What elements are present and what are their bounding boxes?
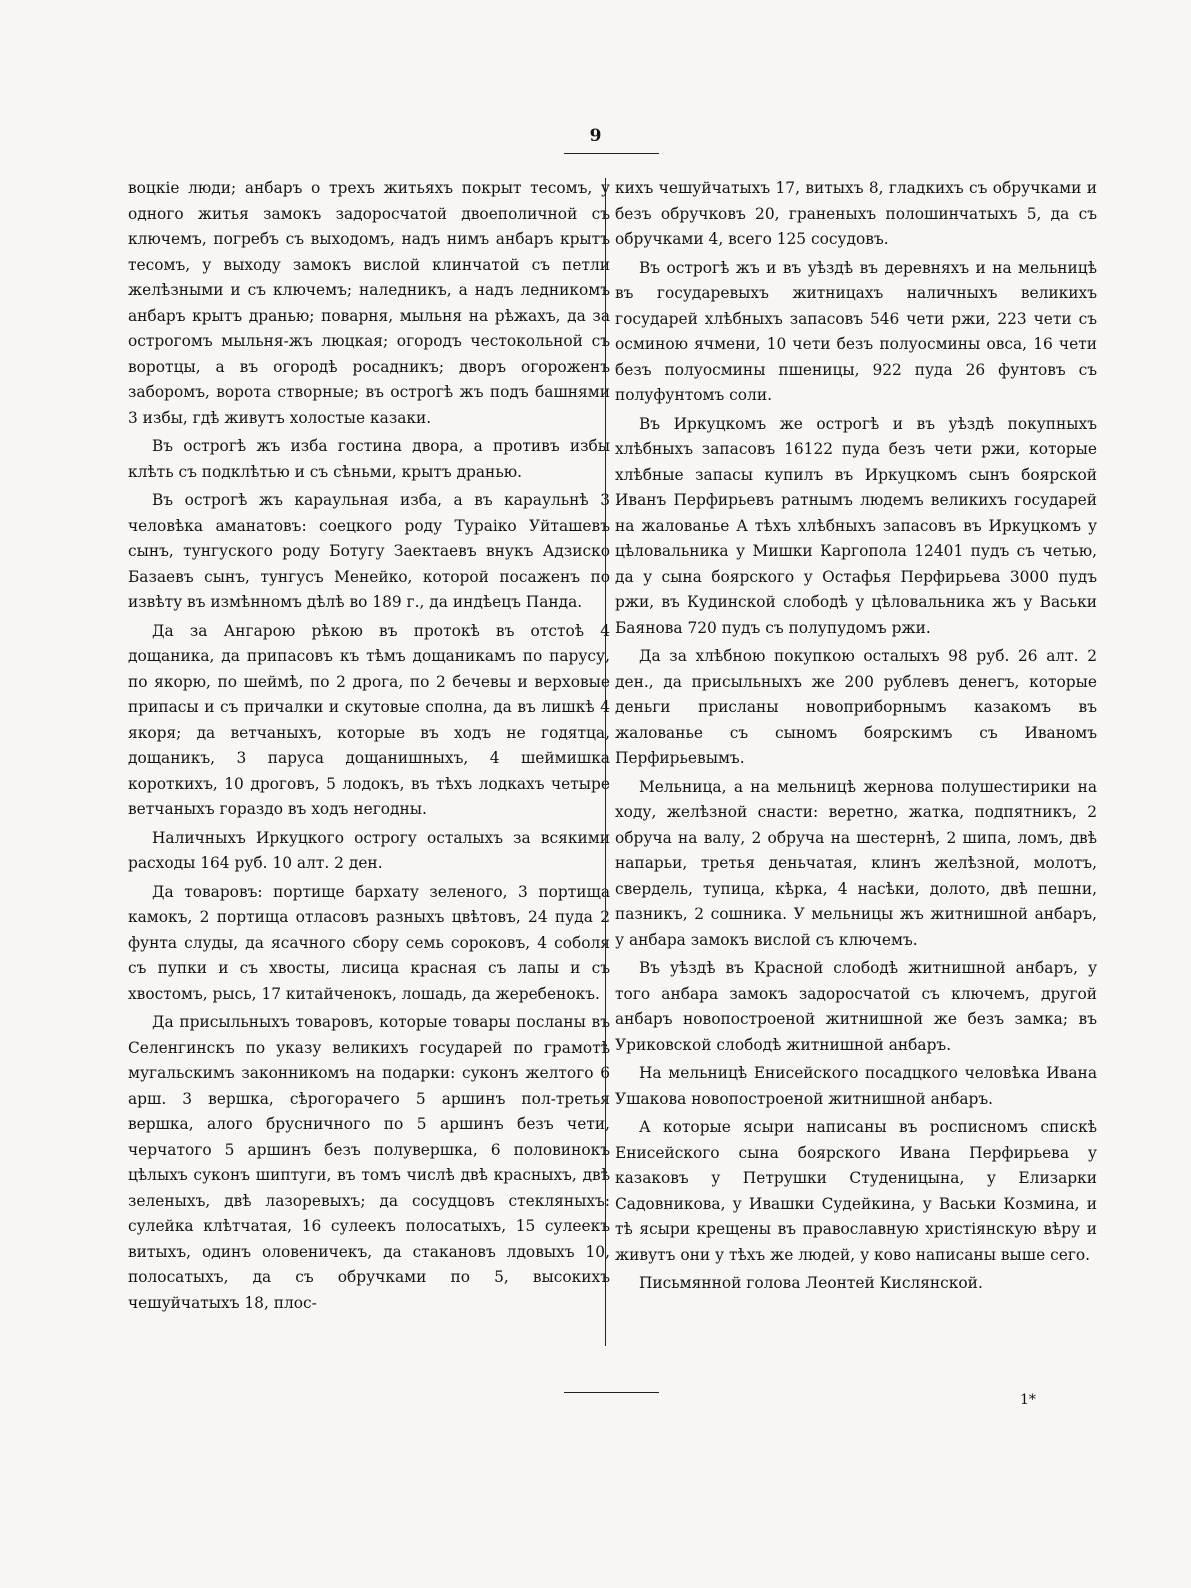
paragraph: Въ Иркуцкомъ же острогѣ и въ уѣздѣ покупныхъ хлѣбныхъ запасовъ 16122 пуда безъ чети ржи, которые хлѣбные запасы купилъ въ Иркуцкомъ сынъ боярской Иванъ Перфирьевъ ратнымъ людемъ великихъ государей на жалованье А тѣхъ хлѣбныхъ запасовъ въ Иркуцкомъ у цѣловальника у Мишки Каргопола 12401 пудъ съ четью, да у сына боярского у Остафья Перфирьева 3000 пудъ ржи, въ Кудинской слободѣ у цѣловальника жъ у Васьки Баянова 720 пудъ съ полупудомъ ржи. xyxy=(615,414,1097,637)
footer-mark: 1* xyxy=(1020,1392,1036,1408)
paragraph: кихъ чешуйчатыхъ 17, витыхъ 8, гладкихъ съ обручками и безъ обручковъ 20, граненыхъ полошинчатыхъ 5, да съ обручками 4, всего 125 сосудовъ. xyxy=(615,179,1097,248)
paragraph: А которые ясыри написаны въ росписномъ спискѣ Енисейского сына боярского Ивана Перфирьева у казаковъ у Петрушки Студеницына, у Елизарки Садовникова, у Ивашки Судейкина, у Васьки Козмина, и тѣ ясыри крещены въ православную христіянскую вѣру и живутъ они у тѣхъ же людей, у ково написаны выше сего. xyxy=(615,1118,1097,1264)
paragraph: Наличныхъ Иркуцкого острогу осталыхъ за всякими расходы 164 руб. 10 алт. 2 ден. xyxy=(128,828,610,872)
paragraph: Да за Ангарою рѣкою въ протокѣ въ отстоѣ 4 дощаника, да припасовъ къ тѣмъ дощаникамъ по парусу, по якорю, по шеймѣ, по 2 дрога, по 2 бечевы и верховые припасы и съ причалки и скутовые сполна, да въ лишкѣ 4 якоря; да ветчаныхъ, которые въ ходъ не годятца, дощаникъ, 3 паруса дощанишныхъ, 4 шеймишка короткихъ, 10 дроговъ, 5 лодокъ, въ тѣхъ лодкахъ четыре ветчаныхъ гораздо въ ходъ негодны. xyxy=(128,621,610,818)
signature: Письмянной голова Леонтей Кислянской. xyxy=(639,1274,983,1292)
paragraph: На мельницѣ Енисейского посадцкого человѣка Ивана Ушакова новопостроеной житнишной анбаръ. xyxy=(615,1064,1097,1108)
right-column xyxy=(615,176,1097,1297)
paragraph: Да за хлѣбною покупкою осталыхъ 98 руб. 26 алт. 2 ден., да присыльныхъ же 200 рублевъ денегъ, которые деньги присланы новоприборнымъ казакомъ въ жалованье съ сыномъ боярскимъ съ Иваномъ Перфирьевымъ. xyxy=(615,647,1097,767)
paragraph: Да присыльныхъ товаровъ, которые товары посланы въ Селенгинскъ по указу великихъ государей по грамотѣ мугальскимъ законникомъ на подарки: суконъ желтого 6 арш. 3 вершка, сѣрогорачего 5 аршинъ пол-третья вершка, алого брусничного по 5 аршинъ безъ чети, черчатого 5 аршинъ безъ полувершка, 6 половинокъ цѣлыхъ суконъ шиптуги, въ томъ числѣ двѣ красныхъ, двѣ зеленыхъ, двѣ лазоревыхъ; да сосудцовъ стекляныхъ: сулейка клѣтчатая, 16 сулеекъ полосатыхъ, 15 сулеекъ витыхъ, одинъ оловеничекъ, да стакановъ лдовыхъ 10, полосатыхъ, да съ обручками по 5, высокихъ чешуйчатыхъ 18, плос- xyxy=(128,1013,610,1312)
paragraph: Въ острогѣ жъ и въ уѣздѣ въ деревняхъ и на мельницѣ въ государевыхъ житницахъ наличныхъ великихъ государей хлѣбныхъ запасовъ 546 чети ржи, 223 чети съ осминою ячмени, 10 чети безъ полуосмины овса, 16 чети безъ полуосмины пшеницы, 922 пуда 26 фунтовъ съ полуфунтомъ соли. xyxy=(615,258,1097,404)
column-divider xyxy=(605,178,606,1346)
paragraph: Въ уѣздѣ въ Красной слободѣ житнишной анбаръ, у того анбара замокъ задоросчатой съ ключемъ, другой анбаръ новопостроеной житнишной же безъ замка; въ Уриковской слободѣ житнишной анбаръ. xyxy=(615,959,1097,1054)
paragraph: воцкіе люди; анбаръ о трехъ житьяхъ покрыт тесомъ, у одного житья замокъ задоросчатой двоеполичной съ ключемъ, погребъ съ выходомъ, надъ нимъ анбаръ крытъ тесомъ, у выходу замокъ вислой клинчатой съ петли желѣзными и съ ключемъ; наледникъ, а надъ ледникомъ анбаръ крытъ дранью; поварня, мыльня на рѣжахъ, да за острогомъ мыльня-жъ люцкая; огородъ честокольной съ воротцы, а въ огородѣ росадникъ; дворъ огороженъ заборомъ, ворота створные; въ острогѣ жъ подъ башнями 3 избы, гдѣ живутъ холостые казаки. xyxy=(128,179,610,427)
paragraph: Мельница, а на мельницѣ жернова полушестирики на ходу, желѣзной снасти: веретно, жатка, подпятникъ, 2 обруча на валу, 2 обруча на шестернѣ, 2 шипа, ломъ, двѣ напарьи, третья деньчатая, клинъ желѣзной, молотъ, свердель, тупица, кѣрка, 4 насѣки, долото, двѣ пешни, пазникъ, 2 сошника. У мельницы жъ житнишной анбаръ, у анбара замокъ вислой съ ключемъ. xyxy=(615,777,1097,949)
paragraph: Да товаровъ: портище бархату зеленого, 3 портища камокъ, 2 портища отласовъ разныхъ цвѣтовъ, 24 пуда 2 фунта слуды, да ясачного сбору семь сороковъ, 4 соболя съ пупки и съ хвосты, лисица красная съ лапы и съ хвостомъ, рысь, 17 китайченокъ, лошадь, да жеребенокъ. xyxy=(128,882,610,1003)
left-column xyxy=(128,176,610,1316)
bottom-rule xyxy=(564,1392,659,1393)
paragraph: Въ острогѣ жъ караульная изба, а въ караульнѣ 3 человѣка аманатовъ: соецкого роду Тураiко Уйташевъ сынъ, тунгуского роду Ботугу Заектаевъ внукъ Адзиско Базаевъ сынъ, тунгусъ Менейко, которой посаженъ по извѣту въ измѣнномъ дѣлѣ во 189 г., да индѣецъ Панда. xyxy=(128,491,610,611)
top-rule xyxy=(564,153,659,154)
page-number: 9 xyxy=(589,126,602,146)
paragraph: Въ острогѣ жъ изба гостина двора, а противъ избы клѣть съ подклѣтью и съ сѣньми, крытъ дранью. xyxy=(128,437,610,481)
